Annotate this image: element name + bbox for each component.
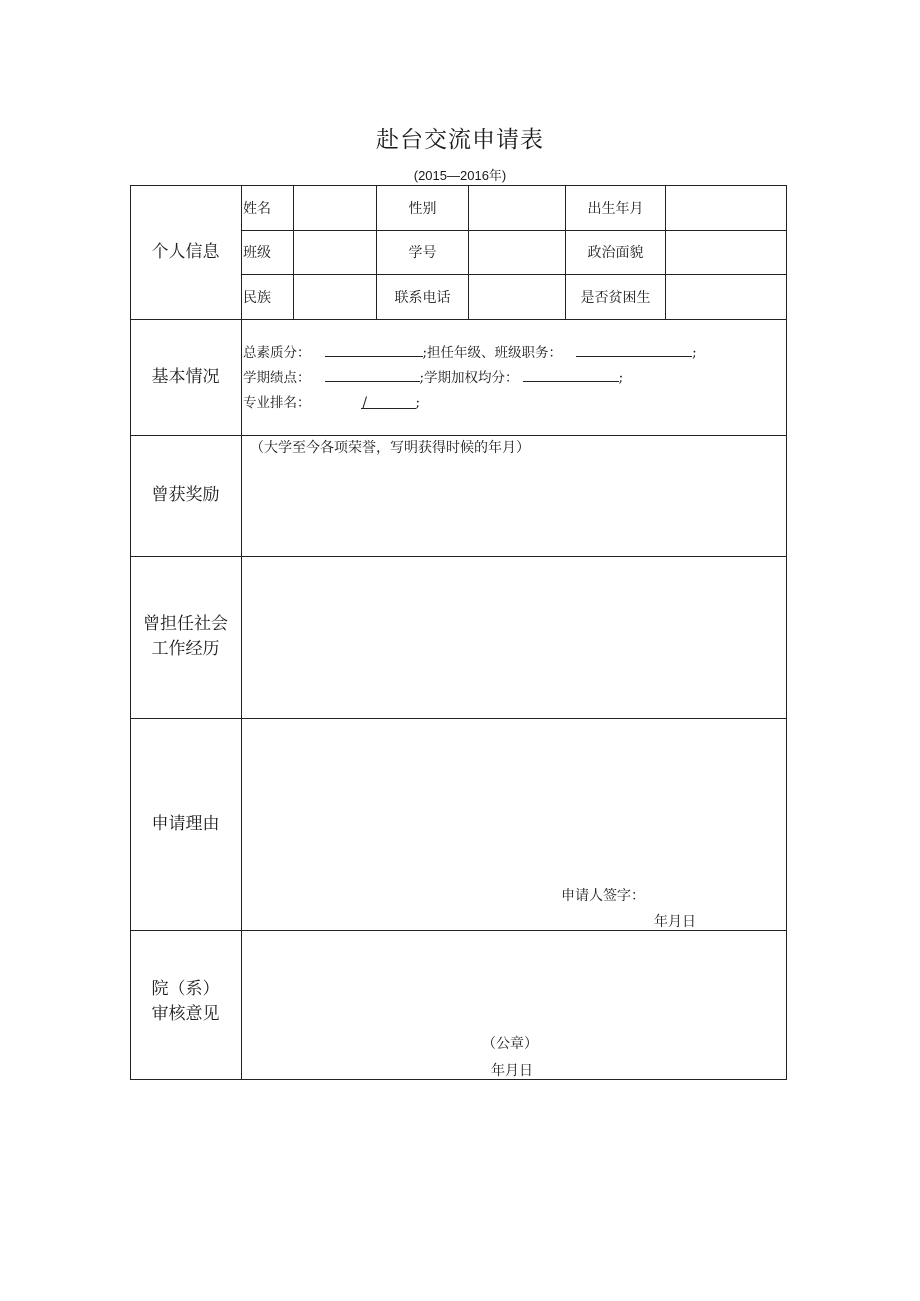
basic-line-3 — [243, 391, 420, 411]
social-input-area[interactable] — [242, 557, 786, 718]
gpa-blank[interactable] — [325, 368, 420, 382]
field-label-poverty: 是否贫困生 — [580, 289, 651, 306]
line1-end: ; — [692, 345, 697, 361]
line2-end: ; — [618, 370, 624, 386]
basic-label: 基本情况 — [151, 366, 220, 387]
field-value-gender[interactable] — [469, 186, 565, 230]
applicant-signature-label: 申请人签字： — [561, 888, 645, 904]
ranking-slash: / — [362, 395, 368, 411]
field-value-class[interactable] — [294, 231, 376, 274]
reason-input-area[interactable] — [242, 719, 786, 879]
field-label-student-id: 学号 — [408, 245, 437, 261]
page-title: 赴台交流申请表 — [376, 127, 544, 153]
application-form — [130, 185, 786, 1080]
section-label-review — [130, 977, 241, 1027]
field-label-birth: 出生年月 — [587, 200, 644, 217]
section-label-personal — [130, 185, 241, 319]
awards-label: 曾获奖励 — [151, 485, 220, 505]
weighted-score-label: ;学期加权均分： — [419, 370, 519, 386]
section-label-awards — [130, 435, 241, 556]
review-label-line1: 院（系） — [151, 979, 220, 999]
total-score-label: 总素质分： — [243, 345, 311, 361]
gpa-label: 学期绩点： — [243, 370, 311, 386]
awards-hint: （大学至今各项荣誉，写明获得时候的年月） — [250, 440, 530, 456]
position-blank[interactable] — [576, 343, 692, 357]
section-label-reason — [130, 718, 241, 930]
page-subtitle: (2015—2016年) — [413, 168, 507, 183]
field-label-name: 姓名 — [243, 200, 271, 217]
section-label-social — [130, 556, 241, 718]
social-label-line2: 工作经历 — [151, 639, 220, 659]
field-value-ethnicity[interactable] — [294, 275, 376, 319]
review-date: 年月日 — [491, 1063, 533, 1079]
field-value-political-status[interactable] — [666, 231, 786, 274]
position-label: ;担任年级、班级职务： — [422, 345, 563, 361]
border-bottom — [130, 1079, 787, 1080]
basic-line-2 — [243, 366, 623, 386]
reason-label: 申请理由 — [151, 813, 220, 834]
field-value-poverty[interactable] — [666, 275, 786, 319]
field-label-gender: 性别 — [408, 200, 437, 217]
review-input-area[interactable] — [242, 931, 786, 1027]
official-seal: （公章） — [482, 1036, 538, 1052]
total-score-blank[interactable] — [325, 343, 423, 357]
weighted-score-blank[interactable] — [523, 368, 619, 382]
reason-date: 年月日 — [654, 914, 696, 930]
field-value-student-id[interactable] — [469, 231, 565, 274]
field-label-phone: 联系电话 — [394, 289, 451, 306]
field-label-political-status: 政治面貌 — [587, 245, 644, 261]
personal-label: 个人信息 — [151, 241, 220, 262]
field-value-birth[interactable] — [666, 186, 786, 230]
awards-input-area[interactable] — [242, 460, 786, 556]
ranking-blank[interactable] — [361, 395, 416, 409]
basic-line-1 — [243, 341, 697, 361]
social-label-line1: 曾担任社会 — [143, 614, 228, 634]
section-label-basic — [130, 319, 241, 435]
field-label-ethnicity: 民族 — [243, 289, 271, 306]
review-label-line2: 审核意见 — [151, 1004, 220, 1024]
border-right — [786, 185, 787, 1080]
line3-end: ; — [415, 395, 421, 411]
field-value-name[interactable] — [294, 186, 376, 230]
field-label-class: 班级 — [243, 245, 271, 261]
ranking-label: 专业排名： — [243, 395, 311, 411]
field-value-phone[interactable] — [469, 275, 565, 319]
